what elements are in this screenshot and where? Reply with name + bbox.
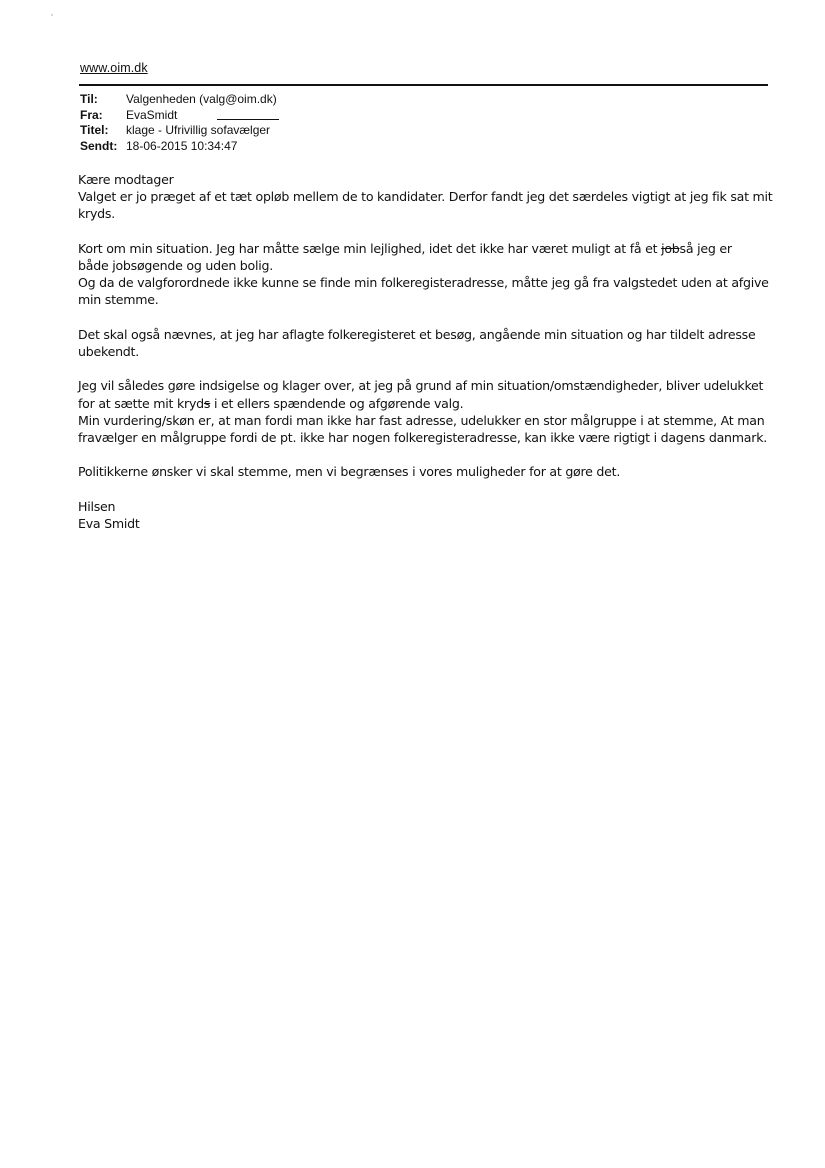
paragraph-gap bbox=[78, 223, 778, 240]
sent-value: 18-06-2015 10:34:47 bbox=[126, 138, 238, 153]
signature: Eva Smidt bbox=[78, 515, 140, 531]
greeting: Kære modtager bbox=[78, 172, 174, 187]
paragraph-4-line-2 bbox=[78, 395, 778, 412]
paragraph-5-line-1: Politikkerne ønsker vi skal stemme, men vi begrænses i vores muligheder for at gøre det. bbox=[78, 464, 621, 480]
paragraph-4-line-2-start: for at sætte mit kryd bbox=[78, 395, 204, 411]
paragraph-gap bbox=[78, 481, 778, 498]
paragraph-2-line-1-end: så jeg er bbox=[679, 240, 732, 256]
paragraph-4-line-3: Min vurdering/skøn er, at man fordi man ikke har fast adresse, udelukker en stor målgruppe i at stemme, At man bbox=[78, 412, 765, 428]
paragraph-4-line-4: fravælger en målgruppe fordi de pt. ikke har nogen folkeregisteradresse, kan ikke være rigtigt i dagens danmark. bbox=[78, 430, 767, 445]
sent-label: Sendt: bbox=[80, 138, 118, 153]
paragraph-1-line-2: kryds. bbox=[78, 206, 115, 222]
from-label: Fra: bbox=[80, 107, 103, 122]
title-label: Titel: bbox=[80, 123, 109, 137]
paragraph-4-line-2-end: i et ellers spændende og afgørende valg. bbox=[210, 395, 464, 411]
from-value: EvaSmidt bbox=[126, 107, 178, 122]
paragraph-2-line-4: min stemme. bbox=[78, 292, 159, 308]
from-underline bbox=[217, 105, 279, 121]
struck-letter: s bbox=[203, 395, 211, 411]
email-header-fields bbox=[80, 92, 279, 154]
paragraph-gap bbox=[78, 309, 778, 326]
title-value: klage - Ufrivillig sofavælger bbox=[126, 123, 271, 137]
letter-body bbox=[78, 171, 778, 532]
paragraph-2-line-3: Og da de valgforordnede ikke kunne se finde min folkeregisteradresse, måtte jeg gå fra valgstedet uden at afgive bbox=[78, 275, 769, 291]
title-row bbox=[80, 123, 279, 139]
paragraph-1-line-1: Valget er jo præget af et tæt opløb mellem de to kandidater. Derfor fandt jeg det særdeles vigtigt at jeg fik sat mit bbox=[78, 189, 773, 205]
paragraph-4-line-1: Jeg vil således gøre indsigelse og klager over, at jeg på grund af min situation/omstændigheder, bliver udelukket bbox=[78, 378, 764, 394]
paragraph-3-line-2: ubekendt. bbox=[78, 344, 139, 359]
paragraph-3-line-1: Det skal også nævnes, at jeg har aflagte folkeregisteret et besøg, angående min situation og har tildelt adresse bbox=[78, 326, 756, 342]
struck-word: job bbox=[661, 240, 680, 256]
paragraph-2-line-2: både jobsøgende og uden bolig. bbox=[78, 258, 273, 273]
sent-row bbox=[80, 139, 279, 155]
to-label: Til: bbox=[80, 92, 98, 106]
paragraph-2-line-1 bbox=[78, 240, 778, 257]
paragraph-gap bbox=[78, 446, 778, 463]
to-value: Valgenheden (valg@oim.dk) bbox=[126, 92, 277, 106]
paragraph-gap bbox=[78, 360, 778, 377]
from-row bbox=[80, 108, 279, 124]
scan-speck bbox=[51, 14, 53, 16]
site-link[interactable]: www.oim.dk bbox=[80, 61, 148, 75]
closing: Hilsen bbox=[78, 498, 116, 514]
header-divider bbox=[79, 84, 768, 86]
paragraph-2-line-1-start: Kort om min situation. Jeg har måtte sælge min lejlighed, idet det ikke har været muligt at få et bbox=[78, 240, 662, 256]
